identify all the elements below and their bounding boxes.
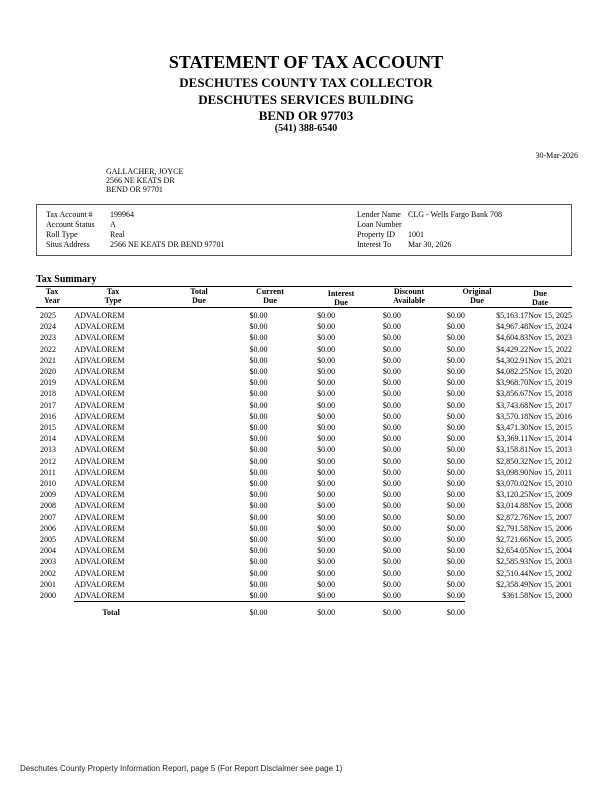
table-row	[36, 411, 572, 422]
table-row	[36, 332, 572, 343]
cell-current: $0.00	[317, 434, 336, 444]
cell-total: $0.00	[249, 512, 268, 522]
cell-discount: $0.00	[446, 445, 465, 455]
table-row	[36, 321, 572, 332]
cell-discount: $0.00	[446, 322, 465, 332]
cell-type: ADVALOREM	[74, 591, 125, 601]
cell-type: ADVALOREM	[74, 490, 125, 500]
cell-interest: $0.00	[382, 344, 401, 354]
cell-original: $5,163.17	[496, 311, 529, 320]
cell-current: $0.00	[317, 389, 336, 399]
cell-current: $0.00	[317, 490, 336, 500]
col-header-current-due: Current Due	[256, 287, 284, 305]
cell-due-date: Nov 15, 2018	[528, 389, 572, 399]
cell-current: $0.00	[317, 333, 336, 343]
cell-total: $0.00	[249, 501, 268, 511]
cell-total: $0.00	[249, 490, 268, 500]
cell-type: ADVALOREM	[74, 501, 125, 511]
cell-due-date: Nov 15, 2024	[528, 322, 572, 332]
cell-year: 2025	[40, 311, 56, 320]
cell-interest: $0.00	[382, 445, 401, 455]
cell-interest: $0.00	[382, 378, 401, 388]
cell-interest: $0.00	[382, 546, 401, 556]
total-empty-cell	[528, 602, 572, 623]
cell-interest: $0.00	[382, 333, 401, 343]
cell-discount: $0.00	[446, 355, 465, 365]
header-bottom-rule	[36, 307, 572, 308]
cell-year: 2019	[40, 378, 56, 388]
cell-current: $0.00	[317, 456, 336, 466]
cell-type: ADVALOREM	[74, 322, 125, 332]
cell-year: 2015	[40, 423, 56, 433]
col-header-discount: Discount Available	[393, 287, 425, 305]
cell-total: $0.00	[249, 479, 268, 489]
cell-total: $0.00	[249, 546, 268, 556]
cell-due-date: Nov 15, 2017	[528, 400, 572, 410]
table-row	[36, 489, 572, 500]
cell-original: $3,743.68	[496, 400, 529, 410]
cell-total: $0.00	[249, 568, 268, 578]
table-row	[36, 556, 572, 567]
cell-original: $2,358.49	[496, 579, 529, 589]
cell-original: $2,721.66	[496, 535, 529, 545]
col-header-tax-type: Tax Type	[104, 287, 122, 305]
cell-type: ADVALOREM	[74, 557, 125, 567]
cell-current: $0.00	[317, 411, 336, 421]
cell-type: ADVALOREM	[74, 456, 125, 466]
cell-type: ADVALOREM	[74, 445, 125, 455]
cell-interest: $0.00	[382, 579, 401, 589]
table-row	[36, 500, 572, 511]
cell-interest: $0.00	[382, 591, 401, 601]
cell-interest: $0.00	[382, 355, 401, 365]
cell-year: 2008	[40, 501, 56, 511]
cell-discount: $0.00	[446, 400, 465, 410]
cell-current: $0.00	[317, 557, 336, 567]
table-row	[36, 422, 572, 433]
total-label: Total	[74, 602, 196, 623]
roll-type-value: Real	[110, 230, 125, 239]
cell-total: $0.00	[249, 423, 268, 433]
cell-interest: $0.00	[382, 389, 401, 399]
cell-year: 2004	[40, 546, 56, 556]
total-empty-cell	[465, 602, 528, 623]
owner-address	[106, 167, 183, 194]
statement-date: 30-Mar-2026	[535, 151, 578, 160]
cell-current: $0.00	[317, 535, 336, 545]
cell-original: $361.58	[502, 591, 529, 601]
cell-year: 2011	[40, 467, 56, 477]
cell-type: ADVALOREM	[74, 333, 125, 343]
col-header-total-due: Total Due	[190, 287, 208, 305]
roll-type-label: Roll Type	[46, 230, 78, 239]
cell-total: $0.00	[249, 389, 268, 399]
cell-current: $0.00	[317, 322, 336, 332]
lender-name-label: Lender Name	[357, 210, 401, 219]
cell-total: $0.00	[249, 557, 268, 567]
tax-summary-title: Tax Summary	[36, 274, 97, 285]
city-line: BEND OR 97703	[258, 108, 354, 123]
cell-due-date: Nov 15, 2001	[528, 579, 572, 589]
cell-total: $0.00	[249, 591, 268, 601]
cell-total: $0.00	[249, 344, 268, 354]
cell-due-date: Nov 15, 2014	[528, 434, 572, 444]
total-empty-cell	[36, 602, 74, 623]
cell-original: $2,791.58	[496, 523, 529, 533]
cell-current: $0.00	[317, 546, 336, 556]
cell-due-date: Nov 15, 2007	[528, 512, 572, 522]
cell-current: $0.00	[317, 367, 336, 377]
cell-interest: $0.00	[382, 322, 401, 332]
cell-due-date: Nov 15, 2021	[528, 355, 572, 365]
cell-current: $0.00	[317, 523, 336, 533]
cell-year: 2001	[40, 579, 56, 589]
statement-title: STATEMENT OF TAX ACCOUNT	[168, 52, 444, 72]
cell-interest: $0.00	[382, 423, 401, 433]
cell-original: $2,872.76	[496, 512, 529, 522]
cell-original: $3,369.11	[496, 434, 529, 444]
cell-year: 2000	[40, 591, 56, 601]
cell-interest: $0.00	[382, 434, 401, 444]
cell-year: 2012	[40, 456, 56, 466]
cell-original: $2,654.05	[496, 546, 529, 556]
total-discount: $0.00	[401, 602, 465, 623]
account-info-right	[357, 210, 502, 250]
cell-discount: $0.00	[446, 490, 465, 500]
table-row	[36, 534, 572, 545]
cell-discount: $0.00	[446, 568, 465, 578]
cell-total: $0.00	[249, 333, 268, 343]
cell-interest: $0.00	[382, 501, 401, 511]
cell-current: $0.00	[317, 344, 336, 354]
cell-due-date: Nov 15, 2025	[528, 311, 572, 320]
cell-current: $0.00	[317, 579, 336, 589]
cell-due-date: Nov 15, 2019	[528, 378, 572, 388]
cell-due-date: Nov 15, 2013	[528, 445, 572, 455]
cell-original: $3,158.81	[496, 445, 529, 455]
cell-current: $0.00	[317, 501, 336, 511]
cell-interest: $0.00	[382, 400, 401, 410]
cell-type: ADVALOREM	[74, 535, 125, 545]
interest-to-label: Interest To	[357, 240, 392, 249]
cell-year: 2024	[40, 322, 56, 332]
cell-discount: $0.00	[446, 512, 465, 522]
cell-current: $0.00	[317, 568, 336, 578]
cell-interest: $0.00	[382, 568, 401, 578]
cell-due-date: Nov 15, 2016	[528, 411, 572, 421]
cell-type: ADVALOREM	[74, 389, 125, 399]
cell-year: 2003	[40, 557, 56, 567]
collector-name: DESCHUTES COUNTY TAX COLLECTOR	[179, 75, 433, 90]
table-row	[36, 523, 572, 534]
cell-interest: $0.00	[382, 557, 401, 567]
owner-name: GALLACHER, JOYCE	[106, 167, 184, 176]
table-row	[36, 579, 572, 590]
cell-type: ADVALOREM	[74, 311, 125, 320]
col-header-interest-due: Interest Due	[327, 289, 355, 307]
table-row	[36, 590, 572, 602]
total-interest: $0.00	[335, 602, 401, 623]
cell-original: $3,014.88	[496, 501, 529, 511]
cell-original: $4,967.48	[496, 322, 529, 332]
cell-type: ADVALOREM	[74, 479, 125, 489]
total-current: $0.00	[267, 602, 335, 623]
cell-interest: $0.00	[382, 411, 401, 421]
cell-type: ADVALOREM	[74, 568, 125, 578]
building-name: DESCHUTES SERVICES BUILDING	[198, 92, 414, 107]
cell-year: 2005	[40, 535, 56, 545]
cell-discount: $0.00	[446, 501, 465, 511]
cell-year: 2002	[40, 568, 56, 578]
cell-due-date: Nov 15, 2008	[528, 501, 572, 511]
cell-discount: $0.00	[446, 411, 465, 421]
cell-year: 2010	[40, 479, 56, 489]
property-id-value: 1001	[408, 230, 424, 239]
cell-due-date: Nov 15, 2000	[528, 591, 572, 601]
cell-year: 2006	[40, 523, 56, 533]
cell-total: $0.00	[249, 445, 268, 455]
cell-year: 2023	[40, 333, 56, 343]
owner-city: BEND OR 97701	[106, 185, 163, 194]
cell-due-date: Nov 15, 2006	[528, 523, 572, 533]
cell-year: 2007	[40, 512, 56, 522]
situs-address-label: Situs Address	[46, 240, 90, 249]
table-row	[36, 467, 572, 478]
cell-original: $3,471.30	[496, 423, 529, 433]
cell-original: $4,429.22	[496, 344, 529, 354]
cell-interest: $0.00	[382, 456, 401, 466]
totals-row	[36, 602, 572, 623]
cell-type: ADVALOREM	[74, 467, 125, 477]
cell-interest: $0.00	[382, 512, 401, 522]
owner-street: 2566 NE KEATS DR	[106, 176, 175, 185]
phone-number: (541) 388-6540	[274, 123, 338, 134]
col-header-due-date: Due Date	[532, 289, 548, 307]
cell-type: ADVALOREM	[74, 579, 125, 589]
cell-original: $2,585.93	[496, 557, 529, 567]
table-row	[36, 512, 572, 523]
cell-discount: $0.00	[446, 535, 465, 545]
cell-total: $0.00	[249, 311, 268, 320]
cell-original: $3,070.02	[496, 479, 529, 489]
cell-interest: $0.00	[382, 535, 401, 545]
cell-interest: $0.00	[382, 479, 401, 489]
cell-current: $0.00	[317, 467, 336, 477]
cell-discount: $0.00	[446, 591, 465, 601]
cell-discount: $0.00	[446, 333, 465, 343]
cell-discount: $0.00	[446, 557, 465, 567]
cell-total: $0.00	[249, 378, 268, 388]
cell-due-date: Nov 15, 2002	[528, 568, 572, 578]
property-id-label: Property ID	[357, 230, 395, 239]
cell-original: $2,510.44	[496, 568, 529, 578]
page-footer: Deschutes County Property Information Report, page 5 (For Report Disclaimer see page 1)	[20, 764, 343, 773]
cell-discount: $0.00	[446, 389, 465, 399]
cell-year: 2021	[40, 355, 56, 365]
cell-due-date: Nov 15, 2015	[528, 423, 572, 433]
cell-type: ADVALOREM	[74, 378, 125, 388]
cell-year: 2017	[40, 400, 56, 410]
cell-type: ADVALOREM	[74, 355, 125, 365]
cell-current: $0.00	[317, 423, 336, 433]
cell-current: $0.00	[317, 591, 336, 601]
cell-year: 2014	[40, 434, 56, 444]
cell-due-date: Nov 15, 2004	[528, 546, 572, 556]
cell-total: $0.00	[249, 322, 268, 332]
table-row	[36, 344, 572, 355]
interest-to-value: Mar 30, 2026	[408, 240, 452, 249]
cell-due-date: Nov 15, 2012	[528, 456, 572, 466]
cell-discount: $0.00	[446, 523, 465, 533]
cell-type: ADVALOREM	[74, 400, 125, 410]
cell-original: $3,856.67	[496, 389, 529, 399]
cell-current: $0.00	[317, 445, 336, 455]
cell-current: $0.00	[317, 400, 336, 410]
cell-due-date: Nov 15, 2022	[528, 344, 572, 354]
cell-type: ADVALOREM	[74, 512, 125, 522]
cell-total: $0.00	[249, 367, 268, 377]
total-total: $0.00	[196, 602, 267, 623]
cell-total: $0.00	[249, 467, 268, 477]
cell-total: $0.00	[249, 579, 268, 589]
cell-type: ADVALOREM	[74, 367, 125, 377]
cell-due-date: Nov 15, 2005	[528, 535, 572, 545]
cell-total: $0.00	[249, 411, 268, 421]
cell-total: $0.00	[249, 456, 268, 466]
cell-type: ADVALOREM	[74, 523, 125, 533]
cell-current: $0.00	[317, 479, 336, 489]
cell-year: 2020	[40, 367, 56, 377]
col-header-original-due: Original Due	[462, 287, 492, 305]
table-row	[36, 545, 572, 556]
table-row	[36, 444, 572, 455]
cell-original: $4,604.83	[496, 333, 529, 343]
cell-type: ADVALOREM	[74, 411, 125, 421]
tax-summary-table	[36, 310, 572, 622]
col-header-tax-year: Tax Year	[44, 287, 60, 305]
cell-due-date: Nov 15, 2011	[528, 467, 572, 477]
cell-due-date: Nov 15, 2010	[528, 479, 572, 489]
cell-total: $0.00	[249, 523, 268, 533]
cell-interest: $0.00	[382, 367, 401, 377]
cell-due-date: Nov 15, 2023	[528, 333, 572, 343]
cell-discount: $0.00	[446, 579, 465, 589]
tax-account-value: 199964	[110, 210, 134, 219]
cell-total: $0.00	[249, 400, 268, 410]
cell-discount: $0.00	[446, 546, 465, 556]
cell-type: ADVALOREM	[74, 344, 125, 354]
tax-account-label: Tax Account #	[46, 210, 93, 219]
cell-year: 2018	[40, 389, 56, 399]
cell-current: $0.00	[317, 378, 336, 388]
account-info-left	[46, 210, 224, 250]
cell-discount: $0.00	[446, 344, 465, 354]
cell-original: $3,098.90	[496, 467, 529, 477]
table-row	[36, 568, 572, 579]
cell-current: $0.00	[317, 311, 336, 320]
cell-discount: $0.00	[446, 456, 465, 466]
cell-interest: $0.00	[382, 490, 401, 500]
cell-discount: $0.00	[446, 467, 465, 477]
cell-total: $0.00	[249, 434, 268, 444]
cell-original: $3,968.70	[496, 378, 529, 388]
table-row	[36, 388, 572, 399]
cell-type: ADVALOREM	[74, 423, 125, 433]
cell-due-date: Nov 15, 2020	[528, 367, 572, 377]
table-row	[36, 456, 572, 467]
cell-type: ADVALOREM	[74, 546, 125, 556]
cell-total: $0.00	[249, 535, 268, 545]
table-row	[36, 433, 572, 444]
cell-discount: $0.00	[446, 434, 465, 444]
cell-total: $0.00	[249, 355, 268, 365]
account-status-value: A	[110, 220, 116, 229]
table-row	[36, 310, 572, 321]
cell-year: 2013	[40, 445, 56, 455]
cell-interest: $0.00	[382, 467, 401, 477]
cell-due-date: Nov 15, 2009	[528, 490, 572, 500]
cell-discount: $0.00	[446, 423, 465, 433]
cell-original: $4,302.91	[496, 355, 529, 365]
table-row	[36, 478, 572, 489]
loan-number-label: Loan Number	[357, 220, 402, 229]
table-row	[36, 377, 572, 388]
cell-interest: $0.00	[382, 523, 401, 533]
cell-discount: $0.00	[446, 367, 465, 377]
cell-discount: $0.00	[446, 479, 465, 489]
account-status-label: Account Status	[46, 220, 95, 229]
cell-original: $3,120.25	[496, 490, 529, 500]
cell-year: 2009	[40, 490, 56, 500]
cell-year: 2022	[40, 344, 56, 354]
table-row	[36, 355, 572, 366]
cell-current: $0.00	[317, 355, 336, 365]
table-row	[36, 400, 572, 411]
cell-current: $0.00	[317, 512, 336, 522]
cell-discount: $0.00	[446, 311, 465, 320]
cell-year: 2016	[40, 411, 56, 421]
table-row	[36, 366, 572, 377]
cell-interest: $0.00	[382, 311, 401, 320]
lender-name-value: CLG - Wells Fargo Bank 708	[408, 210, 502, 219]
cell-original: $4,082.25	[496, 367, 529, 377]
cell-original: $2,850.32	[496, 456, 529, 466]
cell-due-date: Nov 15, 2003	[528, 557, 572, 567]
situs-address-value: 2566 NE KEATS DR BEND 97701	[110, 240, 225, 249]
cell-type: ADVALOREM	[74, 434, 125, 444]
cell-discount: $0.00	[446, 378, 465, 388]
cell-original: $3,570.18	[496, 411, 529, 421]
